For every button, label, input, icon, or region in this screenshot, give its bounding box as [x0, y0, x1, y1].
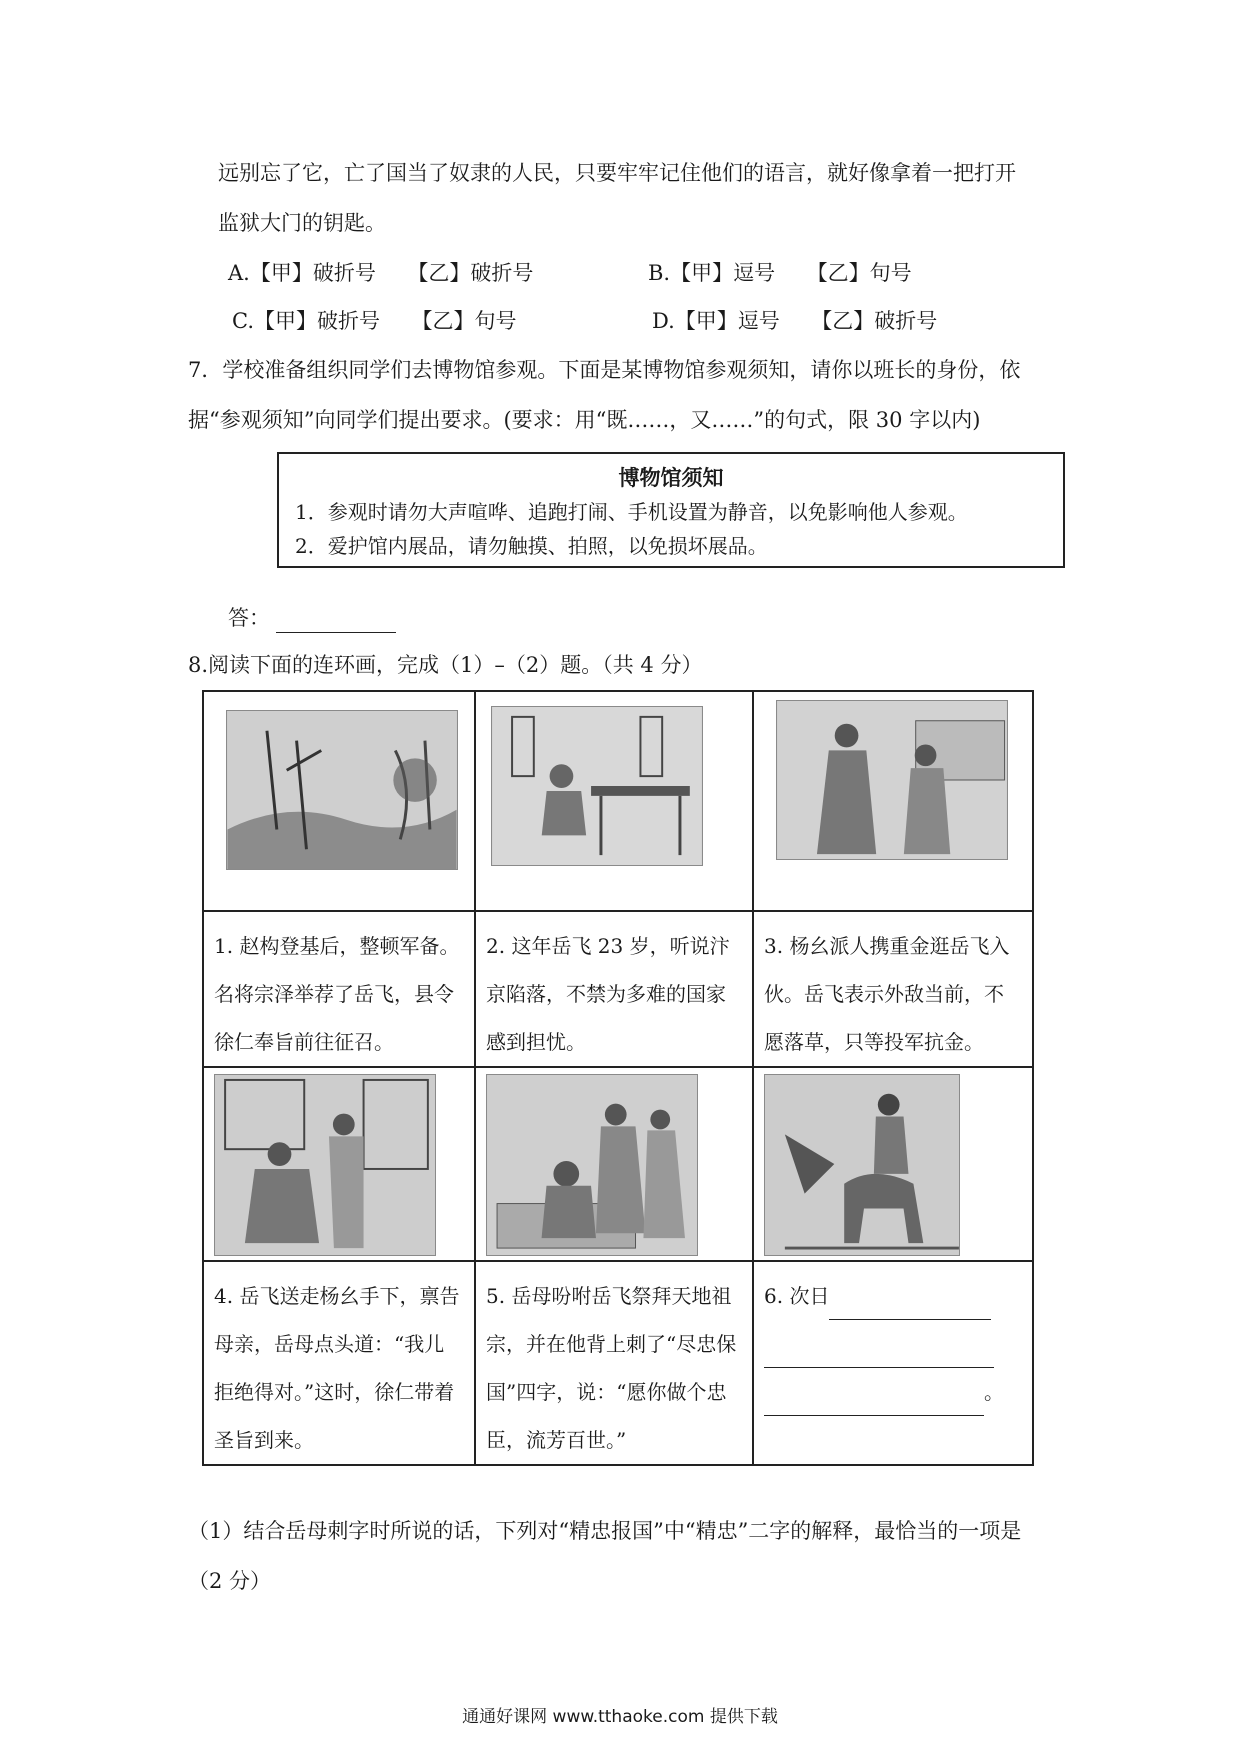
panel-2-caption: 2. 这年岳飞 23 岁，听说汴京陷落，不禁为多难的国家感到担忧。 [475, 911, 753, 1067]
passage-line-2: 监狱大门的钥匙。 [218, 211, 386, 235]
panel-4-caption: 4. 岳飞送走杨幺手下，禀告母亲，岳母点头道：“我儿拒绝得对。”这时，徐仁带着圣旨到来。 [203, 1261, 475, 1465]
man-at-desk-illustration-icon [491, 706, 703, 866]
panel-5-caption: 5. 岳母吩咐岳飞祭拜天地祖宗，并在他背上刺了“尽忠保国”四字，说：“愿你做个忠臣，流芳百世。” [475, 1261, 753, 1465]
panel-2-image-cell [475, 691, 753, 911]
panel-6-blank-1[interactable] [829, 1295, 991, 1320]
option-b: B.【甲】逗号 【乙】句号 [648, 261, 912, 285]
notice-item-2: 2．爱护馆内展品，请勿触摸、拍照，以免损坏展品。 [295, 534, 768, 558]
option-c: C.【甲】破折号 【乙】句号 [232, 309, 517, 333]
notice-item-1: 1．参观时请勿大声喧哗、追跑打闹、手机设置为静音，以免影响他人参观。 [295, 500, 968, 524]
landscape-illustration-icon [226, 710, 458, 870]
horseman-illustration-icon [764, 1074, 960, 1256]
q7-line-1: 7．学校准备组织同学们去博物馆参观。下面是某博物馆参观须知，请你以班长的身份，依 [188, 358, 1021, 382]
panel-1-image-cell [203, 691, 475, 911]
panel-3-caption: 3. 杨幺派人携重金逛岳飞入伙。岳飞表示外敌当前，不愿落草，只等投军抗金。 [753, 911, 1033, 1067]
panel-1-caption: 1. 赵构登基后，整顿军备。名将宗泽举荐了岳飞，县令徐仁奉旨前往征召。 [203, 911, 475, 1067]
panel-6-period: 。 [984, 1380, 1004, 1404]
tattoo-scene-illustration-icon [486, 1074, 698, 1256]
option-a: A.【甲】破折号 【乙】破折号 [228, 261, 534, 285]
page-footer: 通通好课网 www.tthaoke.com 提供下载 [462, 1707, 778, 1727]
museum-notice-box [277, 452, 1065, 568]
answer-label: 答： [228, 606, 270, 630]
panel-6-caption: 6. 次日 [764, 1284, 830, 1308]
sub-question-1-line-2: （2 分） [188, 1569, 272, 1593]
passage-line-1: 远别忘了它，亡了国当了奴隶的人民，只要牢牢记住他们的语言，就好像拿着一把打开 [218, 161, 1016, 185]
panel-3-image-cell [753, 691, 1033, 911]
panel-6-blank-3[interactable] [764, 1391, 984, 1416]
two-men-meeting-illustration-icon [776, 700, 1008, 860]
mother-and-son-illustration-icon [214, 1074, 436, 1256]
notice-title: 博物馆须知 [618, 465, 724, 490]
panel-6-caption-cell [753, 1261, 1033, 1465]
panel-6-image-cell [753, 1067, 1033, 1261]
panel-4-image-cell [203, 1067, 475, 1261]
sub-question-1-line-1: （1）结合岳母刺字时所说的话，下列对“精忠报国”中“精忠”二字的解释，最恰当的一项是 [188, 1519, 1022, 1543]
panel-5-image-cell [475, 1067, 753, 1261]
q7-line-2: 据“参观须知”向同学们提出要求。(要求：用“既……，又……”的句式，限 30 字以内) [188, 408, 981, 432]
answer-row [228, 603, 396, 633]
comic-strip-table [202, 690, 1034, 1466]
option-d: D.【甲】逗号 【乙】破折号 [652, 309, 938, 333]
q8-heading: 8.阅读下面的连环画，完成（1）–（2）题。（共 4 分） [188, 653, 703, 677]
panel-6-blank-2[interactable] [764, 1343, 994, 1368]
answer-blank[interactable] [276, 608, 396, 633]
